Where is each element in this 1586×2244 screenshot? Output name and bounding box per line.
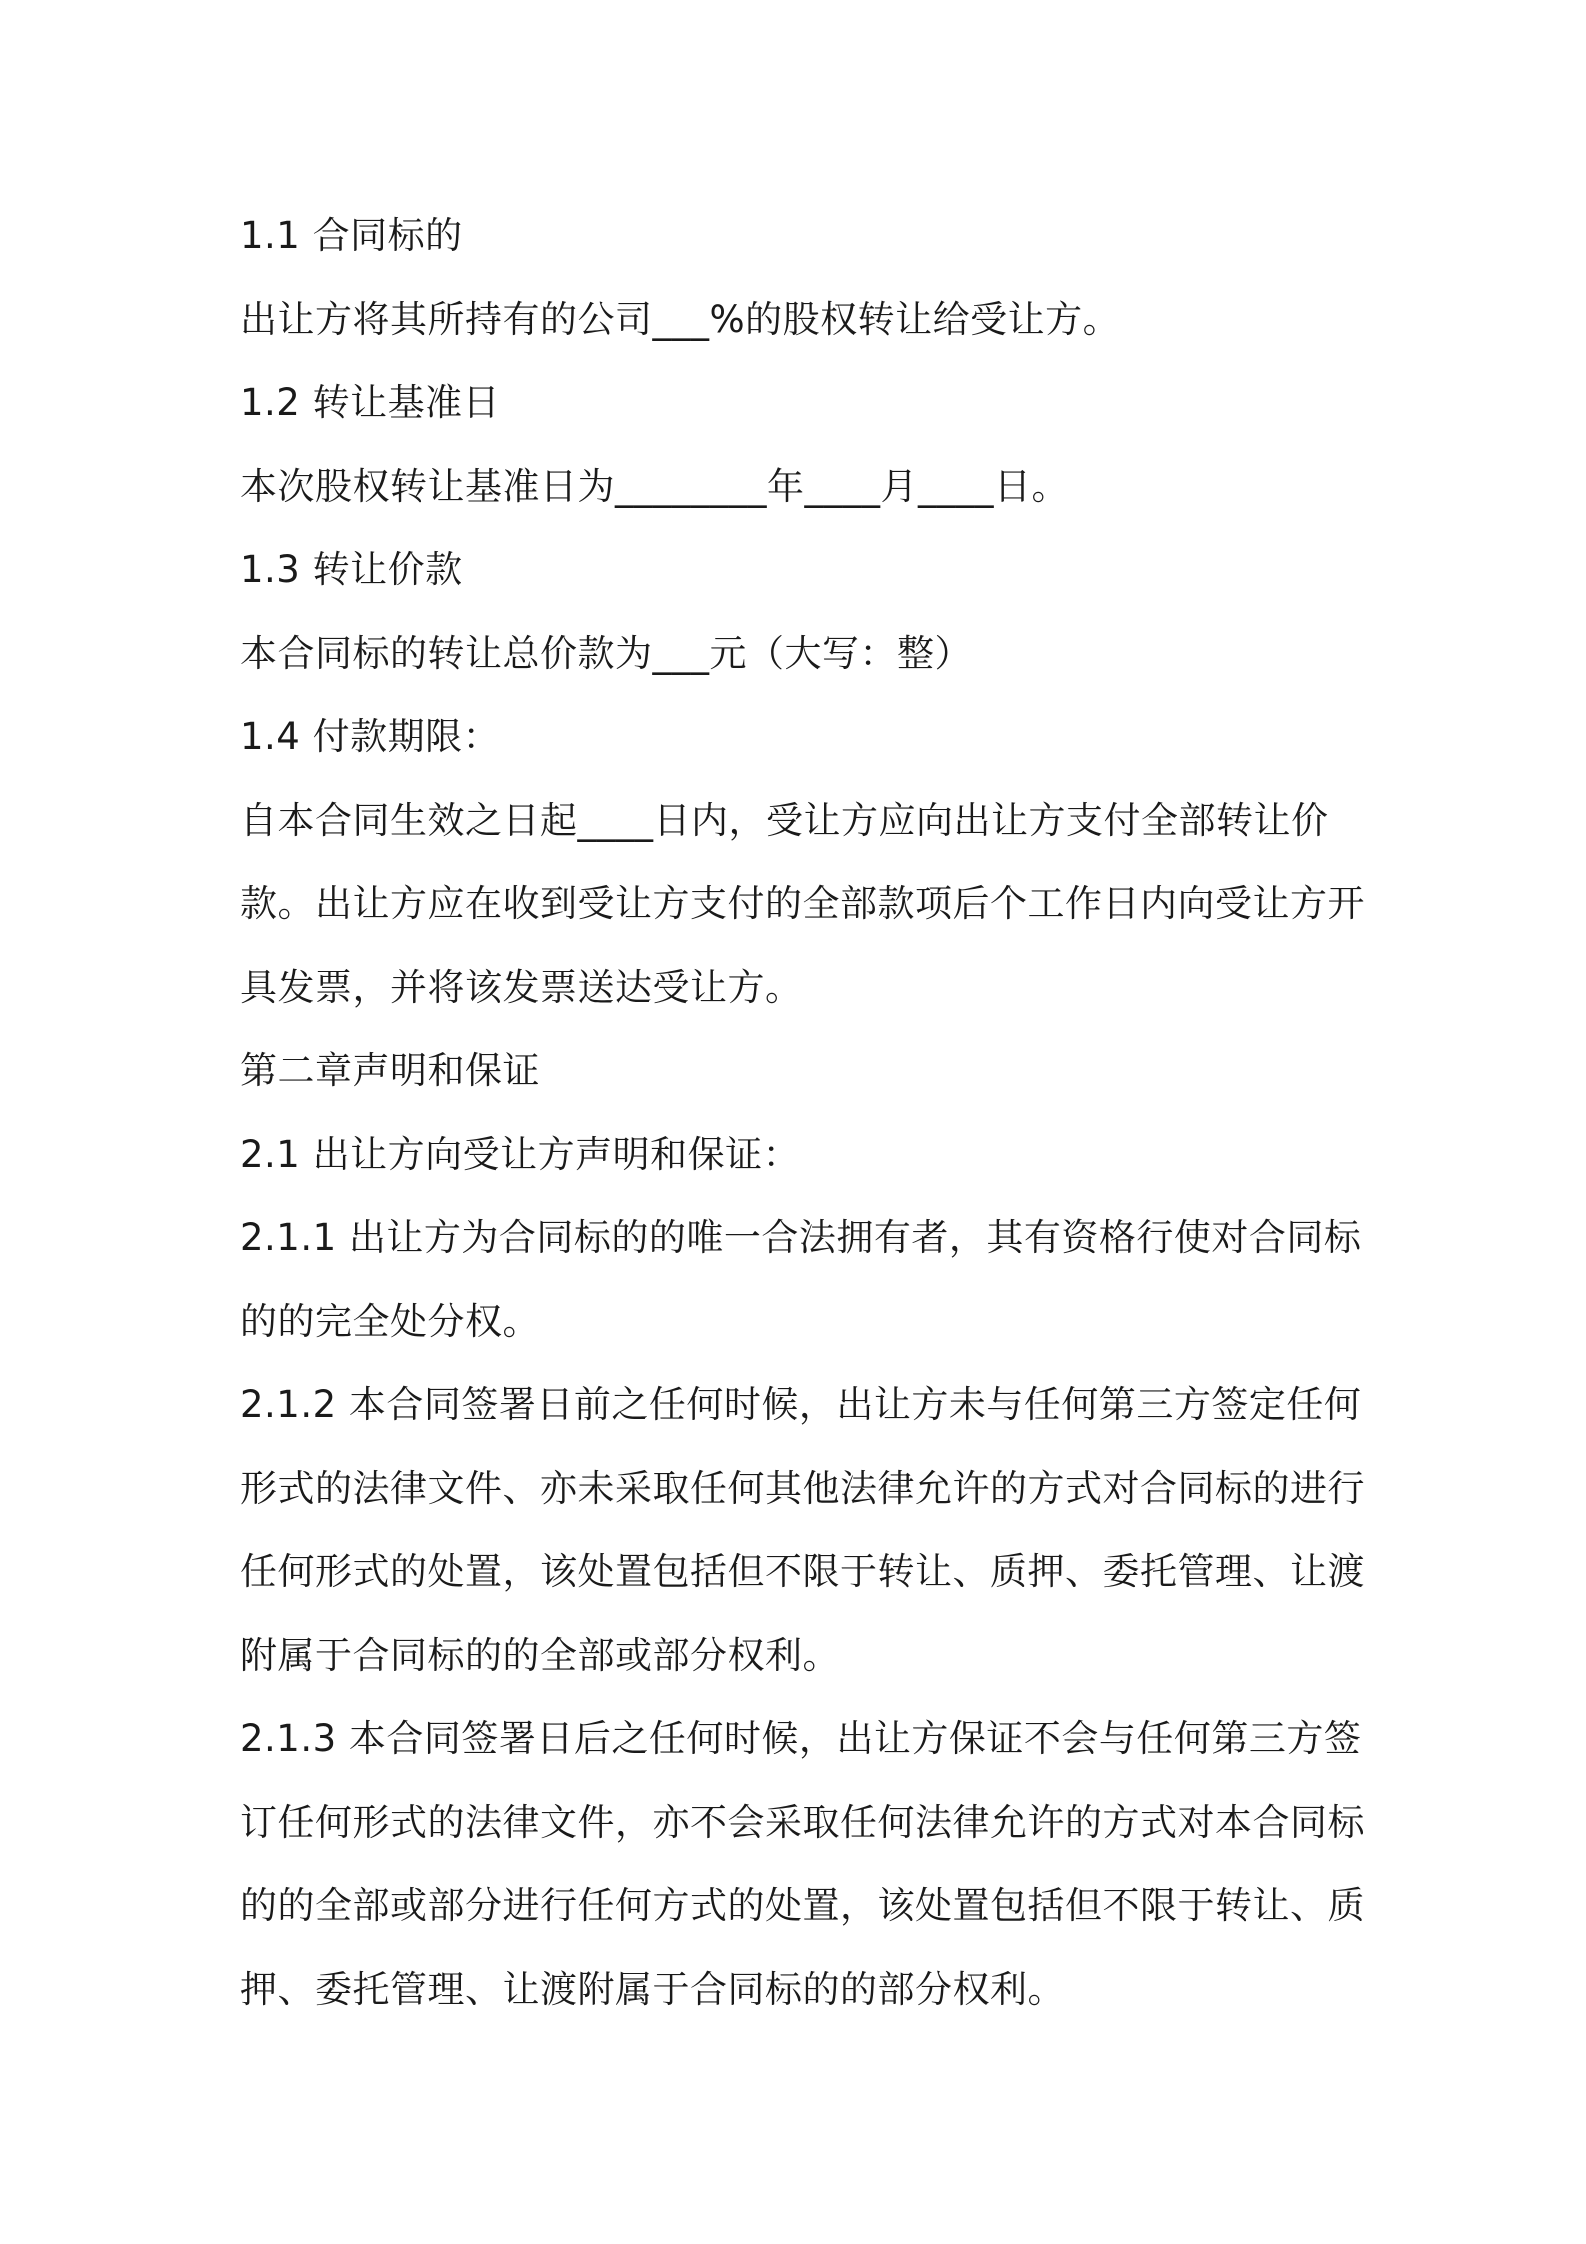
clause-2-1-2-line: 形式的法律文件、亦未采取任何其他法律允许的方式对合同标的进行 [240,1466,1365,1510]
paragraph-line: 本次股权转让基准日为________年____月____日。 [240,464,1069,508]
heading-2-1: 2.1 出让方向受让方声明和保证： [240,1132,801,1176]
paragraph-line: 具发票，并将该发票送达受让方。 [240,965,803,1009]
clause-2-1-2-line: 附属于合同标的的全部或部分权利。 [240,1633,840,1677]
chapter-heading: 第二章声明和保证 [240,1049,540,1092]
heading-1-1: 1.1 合同标的 [240,214,463,257]
clause-2-1-3-line: 2.1.3 本合同签署日后之任何时候，出让方保证不会与任何第三方签 [240,1717,1362,1760]
clause-2-1-3-line: 的的全部或部分进行任何方式的处置，该处置包括但不限于转让、质 [240,1884,1365,1927]
clause-2-1-1-line: 2.1.1 出让方为合同标的的唯一合法拥有者，其有资格行使对合同标 [240,1216,1362,1259]
paragraph-line: 自本合同生效之日起____日内，受让方应向出让方支付全部转让价 [240,798,1329,842]
heading-1-4: 1.4 付款期限： [240,715,501,758]
clause-2-1-2-line: 任何形式的处置，该处置包括但不限于转让、质押、委托管理、让渡 [240,1550,1365,1593]
paragraph-line: 款。出让方应在收到受让方支付的全部款项后个工作日内向受让方开 [240,882,1365,925]
heading-1-3: 1.3 转让价款 [240,548,463,591]
clause-2-1-3-line: 押、委托管理、让渡附属于合同标的的部分权利。 [240,1967,1065,2011]
clause-2-1-1-line: 的的完全处分权。 [240,1299,540,1343]
clause-2-1-2-line: 2.1.2 本合同签署日前之任何时候，出让方未与任何第三方签定任何 [240,1383,1362,1426]
heading-1-2: 1.2 转让基准日 [240,381,501,424]
clause-2-1-3-line: 订任何形式的法律文件，亦不会采取任何法律允许的方式对本合同标 [240,1800,1365,1844]
paragraph-line: 本合同标的转让总价款为___元（大写：整） [240,631,972,675]
paragraph-line: 出让方将其所持有的公司___%的股权转让给受让方。 [240,297,1121,341]
document-body [240,194,1365,2031]
